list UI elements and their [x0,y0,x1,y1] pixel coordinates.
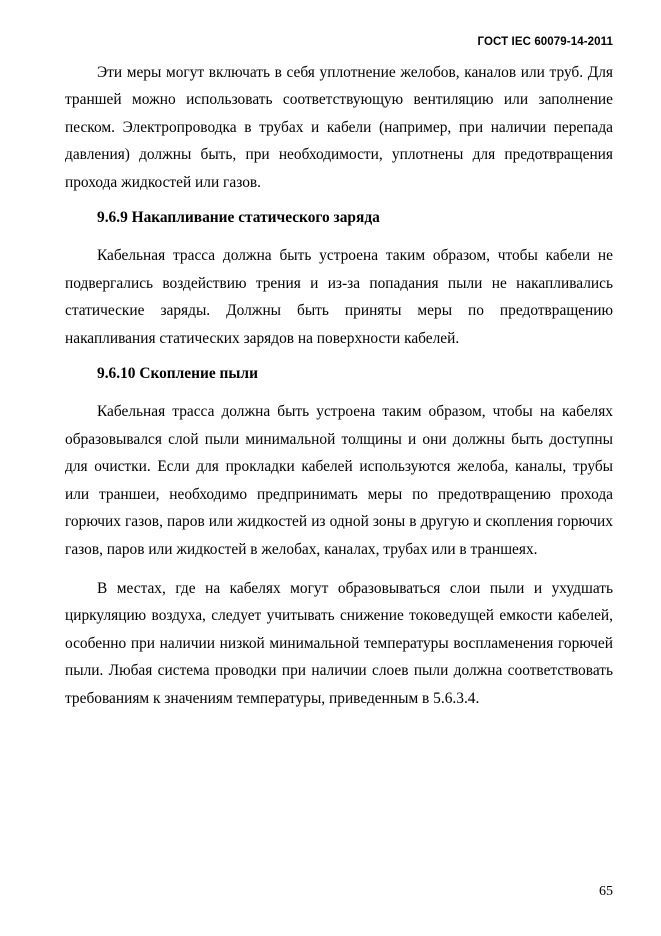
section-heading-9-6-9: 9.6.9 Накапливание статического заряда [97,209,380,227]
standard-header: ГОСТ IEC 60079-14-2011 [477,36,613,48]
paragraph-dust-layers: В местах, где на кабелях могут образовываться слои пыли и ухудшать циркуляцию воздуха, следует учитывать снижение токоведущей емкости кабелей, особенно при наличии низкой минимальной температуры воспламенения горючей пыли. Любая система проводки при наличии слоев пыли должна соответствовать требованиям к значениям температуры, приведенным в 5.6.3.4. [65,579,613,707]
paragraph-static-charge: Кабельная трасса должна быть устроена таким образом, чтобы кабели не подвергались воздействию трения и из-за попадания пыли не накапливались статические заряды. Должны быть приняты меры по предотвращению накапливания статических зарядов на поверхности кабелей. [65,247,613,347]
section-heading-9-6-10: 9.6.10 Скопление пыли [97,365,258,383]
paragraph-dust-accumulation: Кабельная трасса должна быть устроена таким образом, чтобы на кабелях образовывался слой пыли минимальной толщины и они должны быть доступны для очистки. Если для прокладки кабелей используются желоба, каналы, трубы или траншеи, необходимо предпринимать меры по предотвращению прохода горючих газов, паров или жидкостей из одной зоны в другую и скопления горючих газов, паров или жидкостей в желобах, каналах, трубах или в траншеях. [65,403,613,558]
paragraph-sealing-measures: Эти меры могут включать в себя уплотнение желобов, каналов или труб. Для траншей можно использовать соответствующую вентиляцию или заполнение песком. Электропроводка в трубах и кабели (например, при наличии перепада давления) должны быть, при необходимости, уплотнены для предотвращения прохода жидкостей или газов. [65,64,613,191]
page-body [65,59,613,712]
page-number: 65 [599,884,613,899]
